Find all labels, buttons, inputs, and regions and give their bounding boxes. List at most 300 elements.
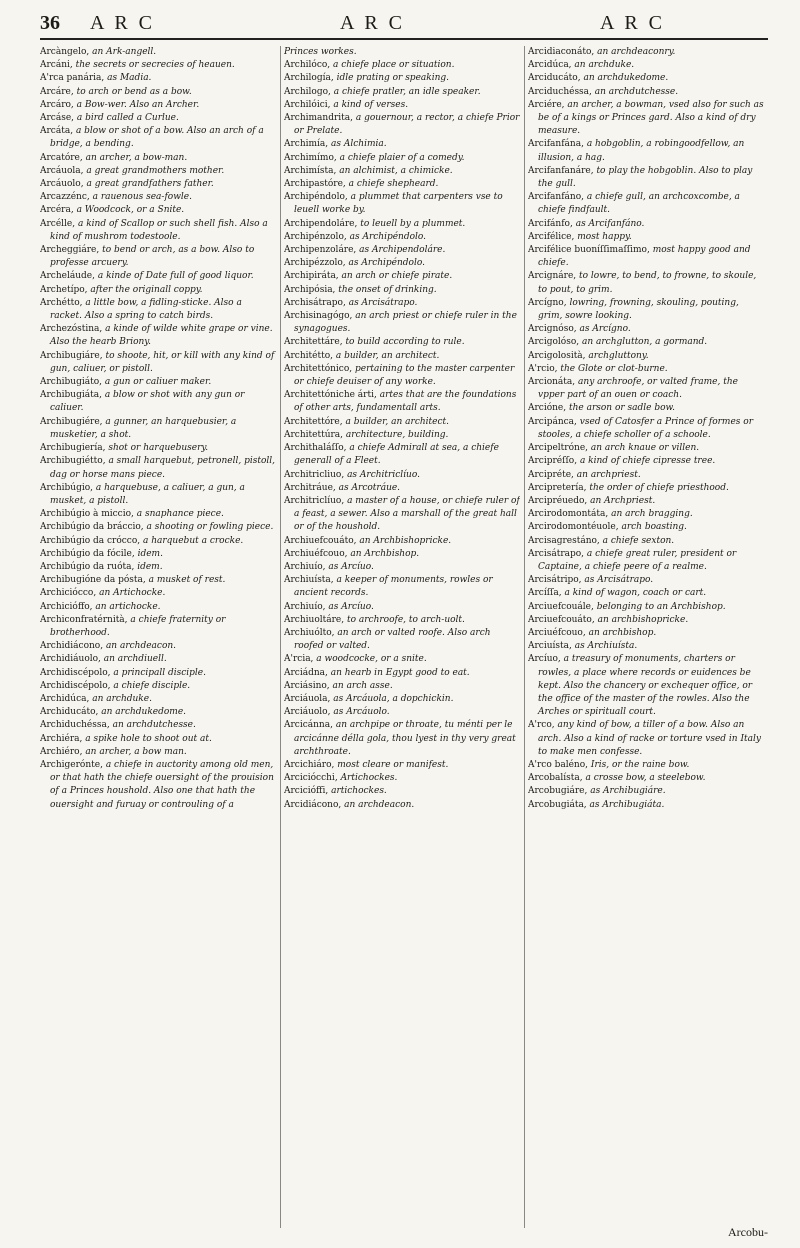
entry-definition: a great grandfathers father. (86, 179, 214, 190)
entry-headword: Arcifanfanáre, (528, 165, 594, 176)
entry-headword: Arcíſſa, (528, 588, 562, 599)
entry-definition: an archdukedome. (583, 73, 669, 84)
dictionary-entry (40, 482, 276, 508)
entry-headword: Archibúgio, (40, 482, 93, 493)
entry-headword: Arcáta, (40, 126, 74, 137)
entry-headword: Archibugiáta, (40, 390, 102, 401)
dictionary-entry (528, 336, 764, 349)
entry-definition: a kind of chiefe cipresse tree. (579, 456, 716, 467)
entry-definition: artichockes. (331, 786, 387, 797)
dictionary-entry (40, 416, 276, 442)
dictionary-entry (40, 165, 276, 178)
dictionary-entry (528, 614, 764, 627)
entry-headword: Arcignóso, (528, 324, 577, 335)
dictionary-entry (284, 336, 520, 349)
dictionary-entry (40, 521, 276, 534)
entry-definition: shot or harquebusery. (108, 443, 209, 454)
entry-definition: after the originall coppy. (90, 284, 203, 295)
entry-definition: a kind of wagon, coach or cart. (564, 588, 707, 599)
entry-headword: Archicióffo, (40, 601, 93, 612)
dictionary-entry (40, 574, 276, 587)
dictionary-entry (528, 640, 764, 653)
entry-headword: Arcicánna, (284, 720, 333, 731)
dictionary-entry (40, 759, 276, 812)
entry-definition: an archduke. (574, 60, 635, 71)
entry-headword: Archiéro, (40, 746, 83, 757)
dictionary-entry (528, 191, 764, 217)
entry-definition: to bend or arch, as a bow. Also to professe arcuery. (50, 245, 255, 269)
catchword: Arcobu- (728, 1225, 768, 1239)
entry-headword: Arcifélice, (528, 231, 575, 242)
entry-definition: idle prating or speaking. (336, 73, 450, 84)
entry-definition: most happy. (577, 231, 632, 242)
dictionary-entry (528, 402, 764, 415)
dictionary-entry (284, 548, 520, 561)
entry-headword: Archilogía, (284, 73, 334, 84)
entry-definition: a chiefe sexton. (602, 535, 675, 546)
entry-definition: archgluttony. (588, 350, 649, 361)
entry-definition: a harquebut a crocke. (142, 535, 244, 546)
dictionary-entry (40, 244, 276, 270)
entry-definition: lowring, frowning, skouling, pouting, grim, sowre looking. (538, 297, 739, 322)
entry-definition: as Arcisátrapo. (348, 297, 418, 308)
entry-definition: arch boasting. (621, 522, 687, 533)
entry-headword: Archiduchéssa, (40, 720, 110, 731)
dictionary-entry (40, 218, 276, 244)
dictionary-entry (528, 574, 764, 587)
dictionary-entry (40, 746, 276, 759)
entry-headword: Archilóco, (284, 60, 331, 71)
entry-definition: idem. (137, 561, 163, 572)
entry-headword: Arcígno, (528, 297, 567, 308)
dictionary-entry (528, 363, 764, 376)
entry-definition: an archpipe or throate, tu ménti per le arcicánne délla gola, thou lyest in thy very great archthroate. (294, 720, 516, 757)
entry-headword: Arcifanfána, (528, 139, 584, 150)
entry-headword: Archezóstina, (40, 324, 103, 335)
entry-definition: an Artichocke. (99, 588, 166, 599)
entry-headword: Archibúgio da fócile, (40, 548, 135, 559)
dictionary-entry (284, 614, 520, 627)
dictionary-entry (528, 548, 764, 574)
entry-headword: Archiconfratérnità, (40, 614, 128, 625)
entry-definition: an archdukedome. (101, 707, 187, 718)
dictionary-entry (528, 244, 764, 270)
entry-headword: Arcéra, (40, 205, 74, 216)
entry-headword: Archipéndolo, (284, 192, 348, 203)
column-middle (284, 46, 520, 1228)
dictionary-entry (40, 614, 276, 640)
entry-headword: Archilogo, (284, 86, 331, 97)
entry-headword: Archidiáuolo, (40, 654, 101, 665)
entry-definition: a crosse bow, a steelebow. (585, 773, 706, 784)
entry-definition: a shooting or fowling piece. (146, 522, 274, 533)
entry-definition: a chiefe fraternity or brotherhood. (50, 614, 226, 638)
entry-headword: Arcipréſſo, (528, 456, 578, 467)
entry-definition: the arson or sadle bow. (569, 403, 676, 414)
entry-definition: an archdeacon. (344, 799, 415, 810)
dictionary-entry (284, 297, 520, 310)
entry-headword: Arcobugiáre, (528, 786, 588, 797)
entry-headword: Arcipeltróne, (528, 443, 589, 454)
dictionary-entry (40, 99, 276, 112)
dictionary-entry (528, 99, 764, 139)
dictionary-entry (40, 706, 276, 719)
entry-headword: Archetípo, (40, 284, 88, 295)
entry-headword: Arcobalísta, (528, 773, 583, 784)
entry-definition: a plummet that carpenters vse to leuell worke by. (294, 192, 503, 216)
entry-headword: Arcirodomontáta, (528, 509, 609, 520)
dictionary-entry (284, 653, 520, 666)
entry-definition: a kinde of Date full of good liquor. (97, 271, 254, 282)
dictionary-entry (284, 59, 520, 72)
entry-definition: artes that are the foundations of other arts, fundamentall arts. (294, 390, 517, 414)
entry-definition: a woodcocke, or a snite. (316, 654, 427, 665)
entry-definition: the onset of drinking. (338, 284, 437, 295)
dictionary-entry (528, 495, 764, 508)
dictionary-entry (40, 59, 276, 72)
entry-definition: to build according to rule. (345, 337, 465, 348)
entry-headword: Archilóici, (284, 99, 331, 110)
dictionary-entry (40, 693, 276, 706)
dictionary-entry (284, 759, 520, 772)
entry-headword: Arcignáre, (528, 271, 577, 282)
dictionary-entry (284, 469, 520, 482)
entry-definition: a gun or caliuer maker. (104, 377, 212, 388)
entry-headword: Arcáre, (40, 86, 74, 97)
entry-headword: Archipiráta, (284, 271, 339, 282)
dictionary-entry (528, 587, 764, 600)
entry-headword: Archigerónte, (40, 759, 103, 770)
entry-definition: an archdeaconry. (597, 47, 676, 57)
entry-definition: to play the hobgoblin. Also to play the gull. (538, 165, 753, 190)
entry-headword: Archiciócco, (40, 588, 97, 599)
dictionary-entry (40, 548, 276, 561)
entry-headword: Architettáre, (284, 337, 343, 348)
dictionary-entry (284, 46, 520, 59)
dictionary-entry (284, 627, 520, 653)
dictionary-entry (284, 601, 520, 614)
entry-definition: an arch or valted roofe. Also arch roofed or valted. (294, 627, 491, 652)
entry-headword: Archiuío, (284, 561, 326, 572)
entry-headword: Archipézzolo, (284, 258, 346, 269)
entry-definition: an archpriest. (576, 469, 641, 480)
entry-definition: an archer, a bow-man. (85, 152, 188, 163)
dictionary-entry (40, 733, 276, 746)
entry-definition: as Archibugiáre. (590, 786, 666, 797)
entry-definition: as Arcotráue. (338, 482, 401, 493)
dictionary-entry (40, 640, 276, 653)
entry-definition: Artichockes. (340, 773, 398, 784)
entry-headword: Archidiácono, (40, 641, 104, 652)
entry-definition: a chiefe plaier of a comedy. (339, 152, 465, 163)
dictionary-entry (284, 706, 520, 719)
dictionary-entry (528, 72, 764, 85)
dictionary-entry (284, 284, 520, 297)
dictionary-entry (284, 191, 520, 217)
entry-definition: as Arcígno. (579, 324, 631, 335)
dictionary-entry (528, 799, 764, 812)
dictionary-entry (528, 455, 764, 468)
entry-headword: Arciciócchi, (284, 773, 338, 784)
entry-headword: Archimísta, (284, 165, 337, 176)
entry-definition: an arch priest or chiefe ruler in the synagogues. (294, 311, 517, 335)
entry-headword: Arcidiácono, (284, 799, 342, 810)
entry-headword: Arciducáto, (528, 73, 581, 84)
entry-headword: Archibugiétto, (40, 456, 106, 467)
dictionary-entry (284, 772, 520, 785)
dictionary-entry (284, 667, 520, 680)
entry-definition: as Archiuísta. (574, 641, 638, 652)
entry-headword: Arcazzénc, (40, 192, 90, 203)
entry-definition: a blow or shot with any gun or caliuer. (50, 390, 245, 414)
entry-headword: Archiéra, (40, 733, 83, 744)
entry-definition: as Archibugiáta. (589, 799, 665, 810)
page-number: 36 (40, 12, 60, 34)
dictionary-entry (284, 561, 520, 574)
dictionary-entry (528, 297, 764, 323)
entry-definition: vsed of Catosfer a Prince of formes or stooles, a chiefe scholler of a schoole. (538, 416, 753, 440)
dictionary-entry (528, 350, 764, 363)
entry-headword: Arcigolóso, (528, 337, 580, 348)
entry-definition: most cleare or manifest. (337, 759, 449, 770)
entry-headword: Archiuío, (284, 601, 326, 612)
entry-headword: Archibugióne da pósta, (40, 575, 146, 586)
entry-headword: Archipósia, (284, 284, 336, 295)
dictionary-entry (528, 46, 764, 59)
entry-definition: as Archipéndolo. (348, 258, 425, 269)
entry-headword: Arcidúca, (528, 60, 572, 71)
dictionary-entry (528, 482, 764, 495)
columns (40, 46, 768, 1228)
entry-definition: the Glote or clot-burne. (560, 363, 668, 374)
entry-headword: Arcatóre, (40, 152, 83, 163)
dictionary-entry (528, 521, 764, 534)
entry-definition: an archglutton, a gormand. (581, 337, 708, 348)
entry-definition: to shoote, hit, or kill with any kind of gun, caliuer, or pistoll. (50, 350, 275, 374)
entry-definition: as Archipéndolo. (349, 231, 427, 242)
entry-headword: Arcirodomontéuole, (528, 522, 619, 533)
entry-definition: a hobgoblin, a robingoodfellow, an illusion, a hag. (538, 139, 745, 163)
column-right (528, 46, 764, 1228)
entry-definition: a chiefe great ruler, president or Captaine, a chiefe peere of a realme. (538, 548, 737, 572)
entry-definition: a chiefe disciple. (113, 680, 191, 691)
entry-headword: Arciásino, (284, 680, 330, 691)
dictionary-entry (528, 416, 764, 442)
entry-headword: Archimía, (284, 139, 329, 150)
entry-definition: a chiefe in auctority among old men, or that hath the chiefe ouersight of the prouision of a Princes houshold. Also one that hath the ouersight and furuay or controuling of a (50, 759, 274, 810)
entry-headword: Archidiscépolo, (40, 680, 111, 691)
dictionary-entry (284, 72, 520, 85)
dictionary-entry (528, 627, 764, 640)
entry-headword: A'rcio, (528, 363, 558, 374)
dictionary-entry (284, 389, 520, 415)
entry-definition: a Bow-wer. Also an Archer. (76, 99, 200, 110)
entry-headword: Archétto, (40, 297, 83, 308)
entry-headword: Arciére, (528, 99, 565, 110)
entry-definition: any archroofe, or valted frame, the vpper part of an ouen or coach. (538, 377, 738, 401)
dictionary-entry (528, 719, 764, 759)
dictionary-entry (284, 416, 520, 429)
entry-definition: a Woodcock, or a Snite. (76, 205, 185, 216)
entry-definition: an artichocke. (95, 601, 161, 612)
entry-definition: a kind of Scallop or such shell fish. Also a kind of mushrom todestoole. (50, 218, 268, 242)
dictionary-entry (40, 86, 276, 99)
entry-definition: a blow or shot of a bow. Also an arch of a bridge, a bending. (50, 126, 264, 150)
entry-definition: a chiefe place or situation. (333, 60, 455, 71)
entry-headword: Arcíuo, (528, 654, 561, 665)
entry-headword: Architettúra, (284, 429, 344, 440)
dictionary-entry (528, 138, 764, 164)
dictionary-entry (40, 125, 276, 151)
entry-definition: an archduke. (92, 693, 152, 704)
dictionary-entry (528, 59, 764, 72)
entry-headword: Architriclíuo, (284, 495, 345, 506)
entry-definition: a master of a house, or chiefe ruler of a feast, a sewer. Also a marshall of the great hall or of the houshold. (294, 495, 520, 533)
entry-definition: as Arcifanfáno. (575, 218, 645, 229)
entry-headword: Archiuísta, (284, 575, 334, 586)
entry-definition: a great grandmothers mother. (86, 165, 225, 176)
entry-headword: Archisinagógo, (284, 311, 353, 322)
dictionary-entry (284, 112, 520, 138)
header-right-title: A R C (600, 12, 666, 34)
dictionary-entry (284, 785, 520, 798)
entry-definition: a gunner, an harquebusier, a musketier, a shot. (50, 416, 237, 440)
entry-definition: a chiefe pratler, an idle speaker. (333, 86, 481, 97)
entry-headword: Arcifanfáno, (528, 192, 584, 203)
dictionary-entry (528, 772, 764, 785)
entry-headword: Archiuéfcouo, (284, 548, 348, 559)
entry-headword: Arciuefcouále, (528, 601, 594, 612)
entry-definition: architecture, building. (345, 429, 449, 440)
entry-definition: a small harquebut, petronell, pistoll, dag or horse mans piece. (50, 456, 275, 480)
dictionary-entry (528, 535, 764, 548)
dictionary-entry (284, 244, 520, 257)
column-rule (280, 46, 281, 1228)
entry-definition: a chiefe gull, an archcoxcombe, a chiefe findfault. (538, 192, 740, 216)
dictionary-entry (284, 270, 520, 283)
entry-definition: an Archbishop. (350, 548, 420, 559)
entry-definition: an alchimist, a chimicke. (339, 165, 453, 176)
dictionary-entry (528, 508, 764, 521)
entry-definition: a bird called a Curlue. (76, 113, 179, 124)
dictionary-entry (284, 152, 520, 165)
entry-definition: an archer, a bowman, vsed also for such as be of a kings or Princes gard. Also a kind of dry measure. (538, 99, 764, 137)
entry-headword: Architettóre, (284, 416, 343, 427)
dictionary-entry (40, 389, 276, 415)
dictionary-entry (284, 178, 520, 191)
dictionary-entry (528, 165, 764, 191)
entry-headword: Arcisátrapo, (528, 548, 585, 559)
entry-headword: Arcisagrestáno, (528, 535, 600, 546)
entry-definition: a chiefe Admirall at sea, a chiefe generall of a Fleet. (294, 443, 499, 467)
entry-headword: Archeláude, (40, 271, 95, 282)
entry-headword: Archiducáto, (40, 707, 99, 718)
entry-headword: Archibugiáre, (40, 350, 103, 361)
entry-definition: as Arcáuola, a dopchickin. (333, 693, 454, 704)
entry-definition: the order of chiefe priesthood. (589, 482, 729, 493)
dictionary-entry (528, 86, 764, 99)
entry-definition: belonging to an Archbishop. (596, 601, 726, 612)
entry-definition: as Arcisátrapo. (584, 575, 654, 586)
entry-definition: a builder, an architect. (345, 416, 450, 427)
header-left-title: A R C (90, 12, 156, 34)
entry-definition: to leuell by a plummet. (360, 218, 466, 229)
column-rule (524, 46, 525, 1228)
entry-definition: to arch or bend as a bow. (76, 86, 192, 97)
dictionary-entry (40, 653, 276, 666)
entry-headword: Arcipánca, (528, 416, 577, 427)
entry-definition: Iris, or the raine bow. (590, 759, 690, 770)
entry-definition: an hearb in Egypt good to eat. (330, 667, 470, 678)
dictionary-entry (284, 719, 520, 759)
entry-definition: as Arcíuo. (328, 561, 374, 572)
entry-definition: a keeper of monuments, rowles or ancient records. (294, 575, 493, 599)
entry-headword: Arcipretería, (528, 482, 587, 493)
entry-definition: an archdutchesse. (112, 720, 196, 731)
entry-headword: Archibúgio à miccio, (40, 509, 134, 520)
dictionary-entry (284, 693, 520, 706)
entry-headword: Arcélle, (40, 218, 76, 229)
entry-definition: an arch bragging. (611, 509, 693, 520)
dictionary-entry (284, 257, 520, 270)
entry-headword: Archibúgio da ruóta, (40, 561, 135, 572)
entry-definition: an archdiuell. (103, 654, 167, 665)
dictionary-entry (284, 574, 520, 600)
entry-headword: Archithaláſſo, (284, 443, 347, 454)
entry-headword: Arcidiaconáto, (528, 47, 595, 57)
entry-headword: Arcobugiáta, (528, 799, 587, 810)
dictionary-entry (284, 350, 520, 363)
entry-definition: an Ark-angell. (92, 47, 157, 57)
entry-definition: an arch knaue or villen. (590, 443, 700, 454)
entry-headword: Arcipréte, (528, 469, 574, 480)
running-header (40, 12, 768, 40)
dictionary-entry (40, 561, 276, 574)
entry-definition: as Alchimia. (331, 139, 387, 150)
entry-definition: an archbishop. (588, 627, 657, 638)
entry-headword: Arcióne, (528, 403, 567, 414)
dictionary-entry (40, 667, 276, 680)
dictionary-entry (528, 376, 764, 402)
entry-headword: Arciádna, (284, 667, 328, 678)
entry-definition: a chiefe shepheard. (348, 179, 439, 190)
dictionary-entry (528, 270, 764, 296)
entry-headword: Archiuoltáre, (284, 614, 345, 625)
entry-headword: Archibugiería, (40, 443, 106, 454)
entry-headword: Arcisátripo, (528, 575, 582, 586)
entry-headword: Arcáni, (40, 60, 73, 71)
entry-headword: Archimímo, (284, 152, 337, 163)
entry-headword: Arcionáta, (528, 377, 576, 388)
entry-headword: Arcáro, (40, 99, 74, 110)
entry-headword: Arcigolosità, (528, 350, 586, 361)
dictionary-entry (284, 99, 520, 112)
dictionary-entry (284, 218, 520, 231)
entry-headword: Arciuísta, (528, 641, 572, 652)
dictionary-entry (40, 178, 276, 191)
dictionary-entry (40, 270, 276, 283)
entry-headword: Arciuefcouáto, (528, 614, 595, 625)
entry-headword: Archibúgio da bráccio, (40, 522, 144, 533)
entry-headword: Architétto, (284, 350, 333, 361)
entry-headword: Architettóniche árti, (284, 390, 377, 401)
entry-definition: any kind of bow, a tiller of a bow. Also an arch. Also a kind of racke or torture vsed in Italy to make men confesse. (538, 720, 761, 757)
entry-headword: Arcáuolo, (40, 179, 84, 190)
dictionary-entry (40, 112, 276, 125)
entry-definition: most happy good and chiefe. (538, 245, 751, 269)
entry-headword: A'rco, (528, 720, 555, 731)
dictionary-entry (528, 785, 764, 798)
